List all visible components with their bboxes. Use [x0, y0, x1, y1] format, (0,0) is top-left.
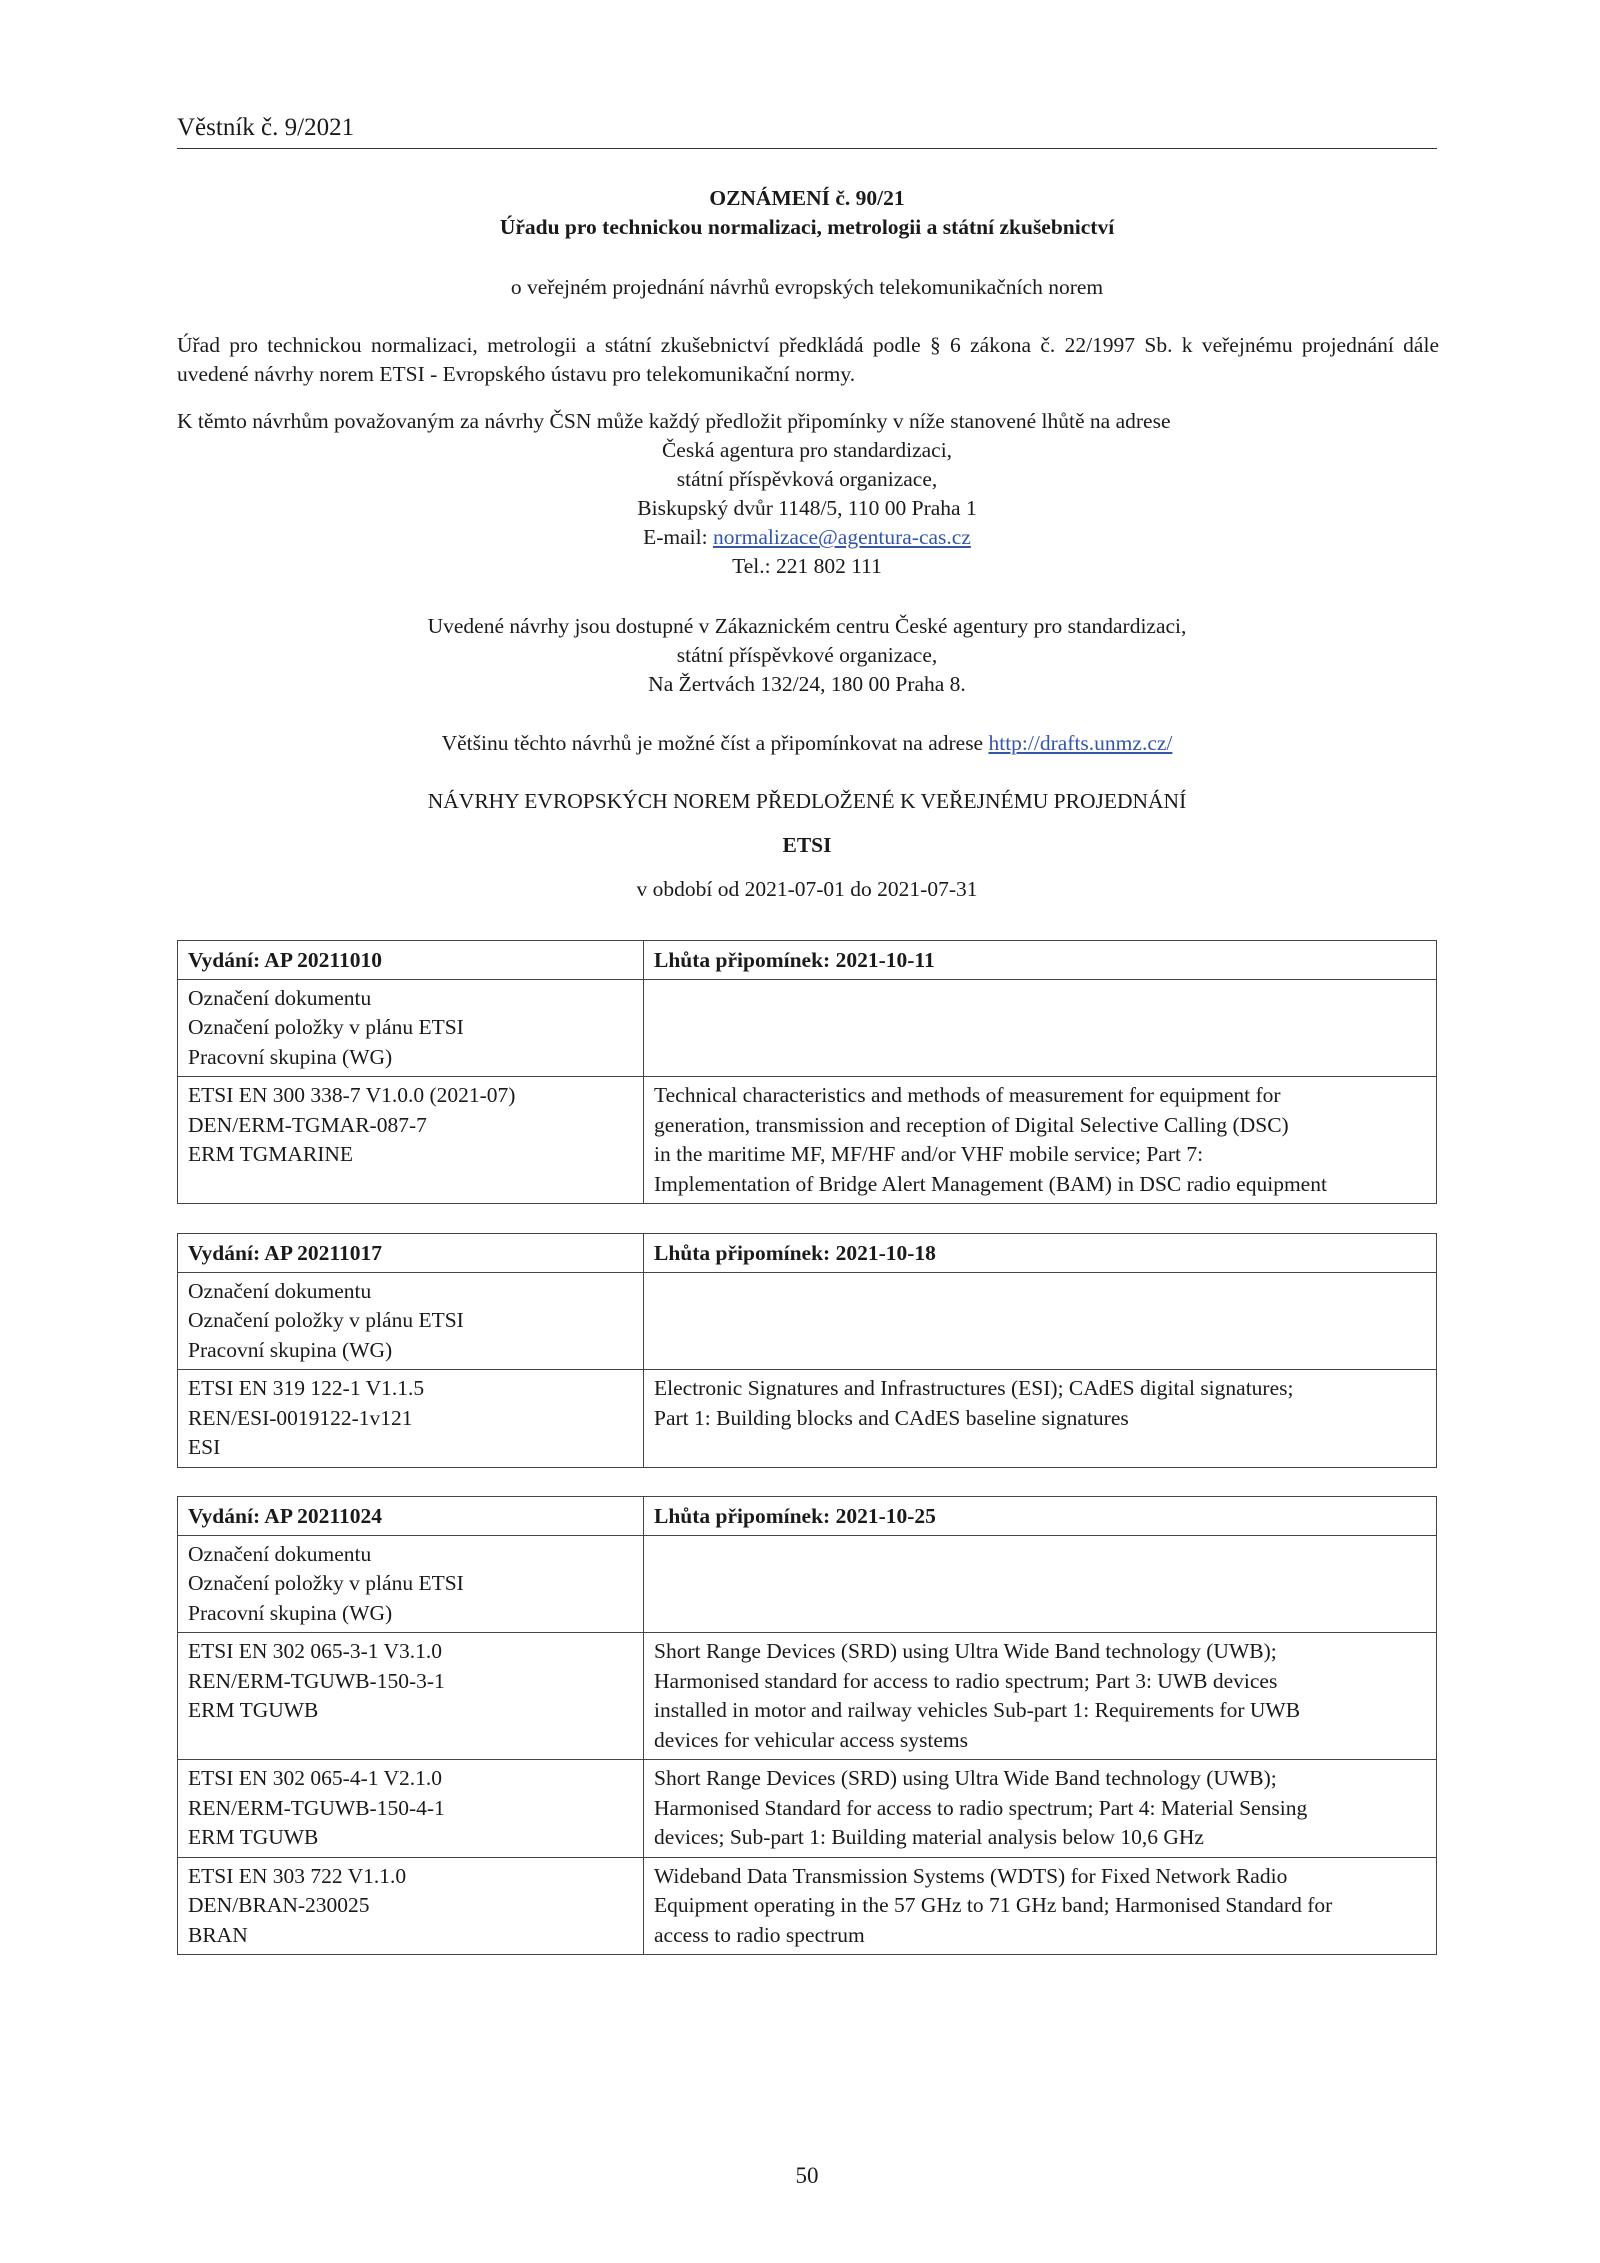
announcement-subject: o veřejném projednání návrhů evropských telekomunikačních norem	[510, 275, 1104, 299]
address-line-3: Biskupský dvůr 1148/5, 110 00 Praha 1	[637, 496, 977, 520]
deadline-cell: Lhůta připomínek: 2021-10-25	[644, 1497, 1437, 1536]
cell-line: Pracovní skupina (WG)	[188, 1044, 393, 1069]
email-label: E-mail:	[643, 525, 713, 549]
cell-line: Electronic Signatures and Infrastructures (ESI); CAdES digital signatures;	[654, 1376, 1294, 1400]
table-row	[178, 1633, 1437, 1760]
comments-paragraph: K těmto návrhům považovaným za návrhy ČSN může každý předložit připomínky v níže stanovené lhůtě na adrese	[177, 409, 1171, 433]
cell-line: ERM TGUWB	[188, 1825, 319, 1849]
intro-paragraph: Úřad pro technickou normalizaci, metrologii a státní zkušebnictví předkládá podle § 6 zákona č. 22/1997 Sb. k veřejnému projednání dále uvedené návrhy norem ETSI - Evropského ústavu pro telekomunikační normy.	[177, 333, 1439, 386]
edition-cell: Vydání: AP 20211010	[178, 941, 644, 980]
cell-line: devices for vehicular access systems	[654, 1727, 969, 1752]
cell-line: Short Range Devices (SRD) using Ultra Wide Band technology (UWB);	[654, 1766, 1277, 1790]
cell-line: ETSI EN 302 065-3-1 V3.1.0	[188, 1639, 443, 1663]
online-prefix: Většinu těchto návrhů je možné číst a připomínkovat na adrese	[441, 731, 989, 755]
section-heading: NÁVRHY EVROPSKÝCH NOREM PŘEDLOŽENÉ K VEŘEJNÉMU PROJEDNÁNÍ	[427, 789, 1187, 813]
cell-line: ETSI EN 303 722 V1.1.0	[188, 1863, 407, 1888]
cell-line: BRAN	[188, 1922, 248, 1947]
cell-line: Označení dokumentu	[188, 1541, 372, 1566]
table-row	[178, 1857, 1437, 1955]
table-header-row	[178, 1497, 1437, 1536]
cell-line: Implementation of Bridge Alert Management (BAM) in DSC radio equipment	[654, 1171, 1327, 1196]
cell-line: ERM TGUWB	[188, 1698, 319, 1722]
cell-line: Označení položky v plánu ETSI	[188, 1308, 464, 1332]
cell-line: Technical characteristics and methods of measurement for equipment for	[654, 1083, 1281, 1107]
availability-line-1: Uvedené návrhy jsou dostupné v Zákaznickém centru České agentury pro standardizaci,	[427, 614, 1187, 638]
cell-line: generation, transmission and reception of Digital Selective Calling (DSC)	[654, 1112, 1289, 1137]
document-ids-cell	[178, 1077, 644, 1204]
cell-line: devices; Sub-part 1: Building material analysis below 10,6 GHz	[654, 1825, 1204, 1849]
edition-cell: Vydání: AP 20211017	[178, 1234, 644, 1273]
description-cell	[644, 1077, 1437, 1204]
cell-line: Označení dokumentu	[188, 1278, 372, 1303]
document-ids-cell	[178, 1370, 644, 1468]
cell-line: DEN/ERM-TGMAR-087-7	[188, 1112, 427, 1137]
page-number: 50	[795, 2163, 819, 2188]
period-line: v období od 2021-07-01 do 2021-07-31	[636, 877, 978, 901]
cell-line: ETSI EN 300 338-7 V1.0.0 (2021-07)	[188, 1083, 516, 1107]
cell-line: REN/ERM-TGUWB-150-3-1	[188, 1668, 445, 1693]
availability-line-3: Na Žertvách 132/24, 180 00 Praha 8.	[648, 672, 966, 696]
deadline-cell: Lhůta připomínek: 2021-10-18	[644, 1234, 1437, 1273]
cell-line: in the maritime MF, MF/HF and/or VHF mobile service; Part 7:	[654, 1142, 1204, 1166]
address-line-2: státní příspěvková organizace,	[676, 467, 938, 491]
empty-cell	[644, 1272, 1437, 1370]
cell-line: Equipment operating in the 57 GHz to 71 GHz band; Harmonised Standard for	[654, 1893, 1333, 1917]
etsi-table	[177, 940, 1437, 1204]
legend-row	[178, 1272, 1437, 1370]
table-row	[178, 1077, 1437, 1204]
document-ids-cell	[178, 1633, 644, 1760]
cell-line: ESI	[188, 1435, 221, 1459]
description-cell	[644, 1857, 1437, 1955]
online-line	[177, 729, 1437, 758]
drafts-link[interactable]: http://drafts.unmz.cz/	[988, 731, 1173, 755]
cell-line: Pracovní skupina (WG)	[188, 1600, 393, 1625]
announcement-issuer: Úřadu pro technickou normalizaci, metrologii a státní zkušebnictví	[499, 215, 1115, 239]
cell-line: Harmonised standard for access to radio spectrum; Part 3: UWB devices	[654, 1668, 1278, 1693]
etsi-table	[177, 1496, 1437, 1955]
phone-line: Tel.: 221 802 111	[732, 554, 882, 578]
table-row	[178, 1760, 1437, 1858]
cell-line: REN/ERM-TGUWB-150-4-1	[188, 1795, 445, 1820]
cell-line: ERM TGMARINE	[188, 1142, 354, 1166]
document-ids-cell	[178, 1857, 644, 1955]
legend-row	[178, 1535, 1437, 1633]
deadline-cell: Lhůta připomínek: 2021-10-11	[644, 941, 1437, 980]
email-line	[177, 523, 1437, 552]
etsi-table	[177, 1233, 1437, 1468]
availability-line-2: státní příspěvkové organizace,	[676, 643, 938, 667]
legend-cell	[178, 1272, 644, 1370]
legend-cell	[178, 979, 644, 1077]
legend-row	[178, 979, 1437, 1077]
empty-cell	[644, 1535, 1437, 1633]
cell-line: Short Range Devices (SRD) using Ultra Wide Band technology (UWB);	[654, 1639, 1277, 1663]
email-link[interactable]: normalizace@agentura-cas.cz	[712, 525, 971, 549]
description-cell	[644, 1760, 1437, 1858]
cell-line: access to radio spectrum	[654, 1922, 865, 1947]
address-line-1: Česká agentura pro standardizaci,	[661, 438, 953, 462]
cell-line: Označení dokumentu	[188, 985, 372, 1010]
empty-cell	[644, 979, 1437, 1077]
running-title: Věstník č. 9/2021	[177, 114, 355, 141]
description-cell	[644, 1370, 1437, 1468]
table-header-row	[178, 1234, 1437, 1273]
cell-line: Harmonised Standard for access to radio spectrum; Part 4: Material Sensing	[654, 1795, 1308, 1820]
cell-line: installed in motor and railway vehicles Sub-part 1: Requirements for UWB	[654, 1698, 1301, 1722]
organization-heading: ETSI	[782, 833, 832, 857]
legend-cell	[178, 1535, 644, 1633]
cell-line: ETSI EN 302 065-4-1 V2.1.0	[188, 1766, 443, 1790]
cell-line: DEN/BRAN-230025	[188, 1893, 370, 1917]
cell-line: Označení položky v plánu ETSI	[188, 1015, 464, 1039]
description-cell	[644, 1633, 1437, 1760]
cell-line: Part 1: Building blocks and CAdES baseline signatures	[654, 1405, 1129, 1430]
document-ids-cell	[178, 1760, 644, 1858]
cell-line: Wideband Data Transmission Systems (WDTS) for Fixed Network Radio	[654, 1863, 1288, 1888]
announcement-title: OZNÁMENÍ č. 90/21	[709, 186, 905, 210]
running-header	[177, 112, 1437, 149]
table-row	[178, 1370, 1437, 1468]
cell-line: Označení položky v plánu ETSI	[188, 1571, 464, 1595]
cell-line: Pracovní skupina (WG)	[188, 1337, 393, 1362]
cell-line: ETSI EN 319 122-1 V1.1.5	[188, 1376, 425, 1400]
cell-line: REN/ESI-0019122-1v121	[188, 1405, 413, 1430]
table-header-row	[178, 941, 1437, 980]
edition-cell: Vydání: AP 20211024	[178, 1497, 644, 1536]
